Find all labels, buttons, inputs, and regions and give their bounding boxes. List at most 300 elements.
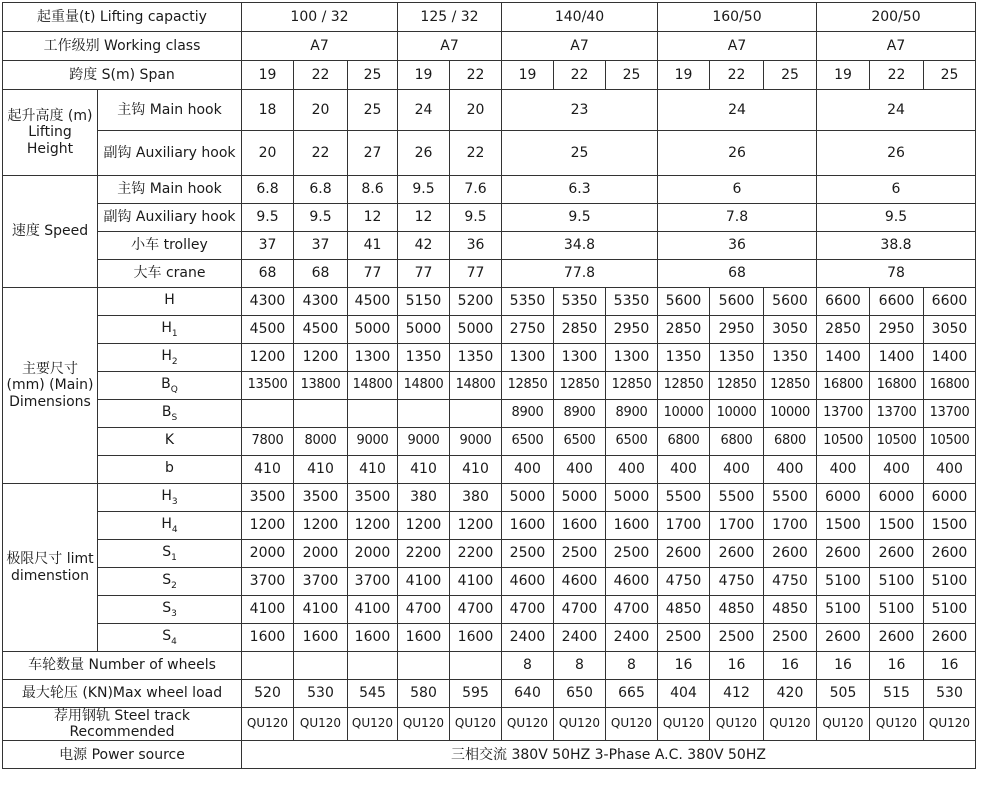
value-cell: 78 bbox=[817, 260, 976, 288]
symbol-cell bbox=[98, 372, 242, 400]
value-cell: 4700 bbox=[450, 596, 502, 624]
value-cell: 5350 bbox=[606, 288, 658, 316]
lifting-height-main-row bbox=[3, 90, 976, 131]
value-cell: 412 bbox=[710, 680, 764, 708]
value-cell: 595 bbox=[450, 680, 502, 708]
value-cell: 3500 bbox=[242, 484, 294, 512]
value-cell: 2400 bbox=[502, 624, 554, 652]
working-class-value: A7 bbox=[502, 32, 658, 61]
max-load-row bbox=[3, 680, 976, 708]
value-cell: 26 bbox=[817, 131, 976, 176]
value-cell: 4700 bbox=[398, 596, 450, 624]
row-label: 大车 crane bbox=[98, 260, 242, 288]
symbol-cell bbox=[98, 596, 242, 624]
value-cell: 25 bbox=[924, 61, 976, 90]
value-cell: 19 bbox=[502, 61, 554, 90]
value-cell: 2500 bbox=[764, 624, 817, 652]
limit-row bbox=[3, 568, 976, 596]
value-cell: 4700 bbox=[606, 596, 658, 624]
value-cell: 1600 bbox=[294, 624, 348, 652]
value-cell: 400 bbox=[658, 456, 710, 484]
symbol-cell bbox=[98, 316, 242, 344]
symbol-cell bbox=[98, 484, 242, 512]
value-cell: 640 bbox=[502, 680, 554, 708]
value-cell: QU120 bbox=[658, 708, 710, 741]
value-cell: 2600 bbox=[658, 540, 710, 568]
value-cell: 8 bbox=[554, 652, 606, 680]
symbol-subscript: 1 bbox=[171, 328, 178, 339]
value-cell: 1600 bbox=[242, 624, 294, 652]
symbol: b bbox=[165, 459, 174, 476]
value-cell: 10000 bbox=[710, 400, 764, 428]
lifting-height-group-label: 起升高度 (m) Lifting Height bbox=[3, 90, 98, 176]
value-cell: 16 bbox=[817, 652, 870, 680]
value-cell: 6500 bbox=[554, 428, 606, 456]
value-cell: 5350 bbox=[502, 288, 554, 316]
value-cell: 19 bbox=[817, 61, 870, 90]
value-cell: 37 bbox=[242, 232, 294, 260]
value-cell: 36 bbox=[658, 232, 817, 260]
value-cell: 12850 bbox=[554, 372, 606, 400]
value-cell: 2600 bbox=[870, 540, 924, 568]
value-cell: 68 bbox=[242, 260, 294, 288]
value-cell: 1700 bbox=[710, 512, 764, 540]
value-cell: 1500 bbox=[870, 512, 924, 540]
value-cell: 8900 bbox=[502, 400, 554, 428]
value-cell: 1600 bbox=[606, 512, 658, 540]
value-cell: 37 bbox=[294, 232, 348, 260]
value-cell: 13700 bbox=[817, 400, 870, 428]
value-cell: QU120 bbox=[924, 708, 976, 741]
value-cell: 22 bbox=[294, 131, 348, 176]
symbol-cell bbox=[98, 624, 242, 652]
value-cell: 24 bbox=[658, 90, 817, 131]
value-cell: QU120 bbox=[398, 708, 450, 741]
value-cell: 1200 bbox=[450, 512, 502, 540]
capacity-group: 125 / 32 bbox=[398, 3, 502, 32]
value-cell: 6800 bbox=[710, 428, 764, 456]
value-cell: 1700 bbox=[764, 512, 817, 540]
value-cell: 4750 bbox=[658, 568, 710, 596]
value-cell: 6000 bbox=[924, 484, 976, 512]
value-cell: QU120 bbox=[450, 708, 502, 741]
value-cell: 4100 bbox=[450, 568, 502, 596]
value-cell: 410 bbox=[348, 456, 398, 484]
symbol: H bbox=[161, 515, 172, 532]
symbol-subscript: 3 bbox=[171, 496, 178, 507]
value-cell: 10500 bbox=[924, 428, 976, 456]
steel-track-row bbox=[3, 708, 976, 741]
value-cell: 380 bbox=[398, 484, 450, 512]
value-cell: 9.5 bbox=[502, 204, 658, 232]
value-cell: 9000 bbox=[348, 428, 398, 456]
value-cell: 5000 bbox=[554, 484, 606, 512]
symbol-subscript: 4 bbox=[171, 524, 178, 535]
value-cell: 1700 bbox=[658, 512, 710, 540]
value-cell: 10500 bbox=[817, 428, 870, 456]
value-cell bbox=[450, 652, 502, 680]
value-cell: 13500 bbox=[242, 372, 294, 400]
value-cell: 77 bbox=[348, 260, 398, 288]
value-cell: 5000 bbox=[606, 484, 658, 512]
value-cell: 25 bbox=[606, 61, 658, 90]
value-cell: 36 bbox=[450, 232, 502, 260]
symbol: S bbox=[162, 543, 172, 560]
value-cell: 2750 bbox=[502, 316, 554, 344]
value-cell: 1600 bbox=[348, 624, 398, 652]
value-cell: 1400 bbox=[870, 344, 924, 372]
value-cell: 16 bbox=[924, 652, 976, 680]
value-cell: 1600 bbox=[398, 624, 450, 652]
value-cell: 1500 bbox=[924, 512, 976, 540]
symbol-subscript: Q bbox=[170, 384, 178, 395]
value-cell: 400 bbox=[764, 456, 817, 484]
working-class-value: A7 bbox=[658, 32, 817, 61]
working-class-value: A7 bbox=[242, 32, 398, 61]
symbol-cell bbox=[98, 400, 242, 428]
value-cell: 16800 bbox=[817, 372, 870, 400]
value-cell: 4850 bbox=[658, 596, 710, 624]
value-cell: 1300 bbox=[554, 344, 606, 372]
symbol-cell bbox=[98, 456, 242, 484]
value-cell: 12850 bbox=[764, 372, 817, 400]
value-cell: 5150 bbox=[398, 288, 450, 316]
dimension-row bbox=[3, 456, 976, 484]
value-cell: 4700 bbox=[554, 596, 606, 624]
row-label: 副钩 Auxiliary hook bbox=[98, 204, 242, 232]
value-cell: 380 bbox=[450, 484, 502, 512]
dimension-row bbox=[3, 344, 976, 372]
value-cell: 13800 bbox=[294, 372, 348, 400]
value-cell: 25 bbox=[348, 90, 398, 131]
value-cell: 404 bbox=[658, 680, 710, 708]
value-cell: 1200 bbox=[242, 512, 294, 540]
value-cell: 9000 bbox=[450, 428, 502, 456]
value-cell: 2850 bbox=[554, 316, 606, 344]
value-cell: 6000 bbox=[817, 484, 870, 512]
value-cell: 4100 bbox=[348, 596, 398, 624]
working-class-value: A7 bbox=[817, 32, 976, 61]
value-cell: 4850 bbox=[710, 596, 764, 624]
value-cell: 24 bbox=[398, 90, 450, 131]
value-cell: 520 bbox=[242, 680, 294, 708]
value-cell: 25 bbox=[348, 61, 398, 90]
value-cell: 410 bbox=[242, 456, 294, 484]
value-cell: 6600 bbox=[870, 288, 924, 316]
value-cell: 22 bbox=[870, 61, 924, 90]
value-cell: 2600 bbox=[870, 624, 924, 652]
symbol: H bbox=[161, 487, 172, 504]
speed-aux_hook-row bbox=[3, 204, 976, 232]
value-cell: 8 bbox=[502, 652, 554, 680]
value-cell: QU120 bbox=[502, 708, 554, 741]
value-cell: 2500 bbox=[658, 624, 710, 652]
value-cell: 41 bbox=[348, 232, 398, 260]
value-cell: 2000 bbox=[348, 540, 398, 568]
value-cell: 10500 bbox=[870, 428, 924, 456]
power-value: 三相交流 380V 50HZ 3-Phase A.C. 380V 50HZ bbox=[242, 741, 976, 769]
value-cell: 4100 bbox=[398, 568, 450, 596]
value-cell: 5100 bbox=[817, 568, 870, 596]
value-cell: 23 bbox=[502, 90, 658, 131]
value-cell: 6500 bbox=[502, 428, 554, 456]
capacity-group: 160/50 bbox=[658, 3, 817, 32]
value-cell: 3500 bbox=[294, 484, 348, 512]
value-cell: 4750 bbox=[764, 568, 817, 596]
symbol: H bbox=[161, 347, 172, 364]
capacity-header-row bbox=[3, 3, 976, 32]
value-cell: 8000 bbox=[294, 428, 348, 456]
value-cell: 2400 bbox=[554, 624, 606, 652]
value-cell: 6 bbox=[658, 176, 817, 204]
value-cell: 1300 bbox=[502, 344, 554, 372]
crane-spec-table bbox=[2, 2, 976, 769]
value-cell: 1350 bbox=[764, 344, 817, 372]
value-cell: 2200 bbox=[398, 540, 450, 568]
value-cell: 5600 bbox=[710, 288, 764, 316]
value-cell: 22 bbox=[450, 61, 502, 90]
value-cell: 4600 bbox=[554, 568, 606, 596]
symbol-cell bbox=[98, 512, 242, 540]
value-cell: 12 bbox=[398, 204, 450, 232]
value-cell: 4750 bbox=[710, 568, 764, 596]
symbol-cell bbox=[98, 288, 242, 316]
value-cell: 4500 bbox=[242, 316, 294, 344]
value-cell: 5100 bbox=[817, 596, 870, 624]
value-cell: 3050 bbox=[764, 316, 817, 344]
value-cell: 34.8 bbox=[502, 232, 658, 260]
value-cell: 5350 bbox=[554, 288, 606, 316]
value-cell: 9000 bbox=[398, 428, 450, 456]
symbol-subscript: 2 bbox=[171, 356, 178, 367]
symbol: S bbox=[162, 599, 172, 616]
value-cell: 8 bbox=[606, 652, 658, 680]
value-cell: 1500 bbox=[817, 512, 870, 540]
steel-track-label: 荐用钢轨 Steel track Recommended bbox=[3, 708, 242, 741]
value-cell: 1300 bbox=[348, 344, 398, 372]
value-cell bbox=[242, 652, 294, 680]
value-cell: 6800 bbox=[764, 428, 817, 456]
power-label: 电源 Power source bbox=[3, 741, 242, 769]
working-class-row bbox=[3, 32, 976, 61]
value-cell: 5600 bbox=[764, 288, 817, 316]
value-cell: 9.5 bbox=[398, 176, 450, 204]
value-cell: 1600 bbox=[450, 624, 502, 652]
symbol-cell bbox=[98, 568, 242, 596]
value-cell: 68 bbox=[658, 260, 817, 288]
speed-trolley-row bbox=[3, 232, 976, 260]
value-cell: 2600 bbox=[710, 540, 764, 568]
row-label: 主钩 Main hook bbox=[98, 176, 242, 204]
value-cell: 2600 bbox=[817, 540, 870, 568]
dimension-row bbox=[3, 428, 976, 456]
value-cell: QU120 bbox=[348, 708, 398, 741]
value-cell: 4100 bbox=[294, 596, 348, 624]
dimension-row bbox=[3, 400, 976, 428]
value-cell: 4300 bbox=[294, 288, 348, 316]
value-cell: 26 bbox=[398, 131, 450, 176]
value-cell: 4600 bbox=[606, 568, 658, 596]
value-cell: 400 bbox=[502, 456, 554, 484]
value-cell: 6500 bbox=[606, 428, 658, 456]
value-cell: 27 bbox=[348, 131, 398, 176]
value-cell: 13700 bbox=[870, 400, 924, 428]
value-cell: 26 bbox=[658, 131, 817, 176]
value-cell: 6.8 bbox=[294, 176, 348, 204]
value-cell: 1350 bbox=[658, 344, 710, 372]
value-cell: 1200 bbox=[398, 512, 450, 540]
value-cell: 1350 bbox=[450, 344, 502, 372]
limit-row bbox=[3, 540, 976, 568]
value-cell: 42 bbox=[398, 232, 450, 260]
value-cell: 530 bbox=[294, 680, 348, 708]
value-cell: 22 bbox=[710, 61, 764, 90]
value-cell: 530 bbox=[924, 680, 976, 708]
value-cell: 5000 bbox=[450, 316, 502, 344]
row-label: 副钩 Auxiliary hook bbox=[98, 131, 242, 176]
value-cell: QU120 bbox=[294, 708, 348, 741]
value-cell: 410 bbox=[398, 456, 450, 484]
symbol-cell bbox=[98, 540, 242, 568]
value-cell bbox=[450, 400, 502, 428]
value-cell: 2000 bbox=[242, 540, 294, 568]
value-cell: 20 bbox=[242, 131, 294, 176]
symbol-cell bbox=[98, 428, 242, 456]
value-cell: 400 bbox=[606, 456, 658, 484]
value-cell: 19 bbox=[658, 61, 710, 90]
value-cell: 1350 bbox=[398, 344, 450, 372]
power-row bbox=[3, 741, 976, 769]
value-cell: 16 bbox=[710, 652, 764, 680]
value-cell: 14800 bbox=[348, 372, 398, 400]
value-cell: 6800 bbox=[658, 428, 710, 456]
value-cell: 6600 bbox=[924, 288, 976, 316]
working-class-label: 工作级别 Working class bbox=[3, 32, 242, 61]
symbol: H bbox=[161, 319, 172, 336]
value-cell: 10000 bbox=[764, 400, 817, 428]
value-cell: 13700 bbox=[924, 400, 976, 428]
value-cell: 2400 bbox=[606, 624, 658, 652]
value-cell: 3700 bbox=[348, 568, 398, 596]
value-cell bbox=[294, 400, 348, 428]
value-cell: 400 bbox=[817, 456, 870, 484]
value-cell: 38.8 bbox=[817, 232, 976, 260]
value-cell bbox=[398, 400, 450, 428]
value-cell: 2500 bbox=[502, 540, 554, 568]
symbol: S bbox=[162, 571, 172, 588]
capacity-group: 200/50 bbox=[817, 3, 976, 32]
value-cell: 12850 bbox=[658, 372, 710, 400]
value-cell: 1400 bbox=[817, 344, 870, 372]
limit-row bbox=[3, 596, 976, 624]
symbol-subscript: 1 bbox=[171, 552, 177, 563]
value-cell: 400 bbox=[924, 456, 976, 484]
value-cell: 2500 bbox=[710, 624, 764, 652]
value-cell: 25 bbox=[502, 131, 658, 176]
value-cell: 6600 bbox=[817, 288, 870, 316]
value-cell: 5100 bbox=[870, 596, 924, 624]
value-cell: 19 bbox=[398, 61, 450, 90]
value-cell: QU120 bbox=[817, 708, 870, 741]
value-cell: 77 bbox=[450, 260, 502, 288]
value-cell: QU120 bbox=[870, 708, 924, 741]
value-cell: 9.5 bbox=[817, 204, 976, 232]
symbol-cell bbox=[98, 344, 242, 372]
value-cell: 580 bbox=[398, 680, 450, 708]
value-cell: 3500 bbox=[348, 484, 398, 512]
value-cell: 8900 bbox=[554, 400, 606, 428]
dimensions-group-label: 主要尺寸 (mm) (Main) Dimensions bbox=[3, 288, 98, 484]
speed-crane-row bbox=[3, 260, 976, 288]
speed-main_hook-row bbox=[3, 176, 976, 204]
value-cell: 25 bbox=[764, 61, 817, 90]
value-cell: 12 bbox=[348, 204, 398, 232]
limit-group-label: 极限尺寸 limt dimenstion bbox=[3, 484, 98, 652]
lifting-height-aux-row bbox=[3, 131, 976, 176]
value-cell: 400 bbox=[710, 456, 764, 484]
value-cell: 8900 bbox=[606, 400, 658, 428]
value-cell: 6000 bbox=[870, 484, 924, 512]
value-cell: 5100 bbox=[924, 568, 976, 596]
value-cell: 4100 bbox=[242, 596, 294, 624]
value-cell: 16 bbox=[658, 652, 710, 680]
dimension-row bbox=[3, 288, 976, 316]
value-cell: 7.6 bbox=[450, 176, 502, 204]
value-cell: 505 bbox=[817, 680, 870, 708]
capacity-group: 140/40 bbox=[502, 3, 658, 32]
symbol: H bbox=[164, 291, 175, 308]
dimension-row bbox=[3, 372, 976, 400]
value-cell: QU120 bbox=[606, 708, 658, 741]
row-label: 主钩 Main hook bbox=[98, 90, 242, 131]
value-cell: 8.6 bbox=[348, 176, 398, 204]
value-cell: 77 bbox=[398, 260, 450, 288]
value-cell: 2950 bbox=[710, 316, 764, 344]
value-cell: 16800 bbox=[924, 372, 976, 400]
value-cell: 10000 bbox=[658, 400, 710, 428]
value-cell: 5000 bbox=[398, 316, 450, 344]
symbol: B bbox=[161, 375, 171, 392]
value-cell bbox=[398, 652, 450, 680]
value-cell: 2600 bbox=[817, 624, 870, 652]
value-cell: 2850 bbox=[658, 316, 710, 344]
wheels-label: 车轮数量 Number of wheels bbox=[3, 652, 242, 680]
value-cell: 2950 bbox=[606, 316, 658, 344]
value-cell: 665 bbox=[606, 680, 658, 708]
value-cell: 19 bbox=[242, 61, 294, 90]
value-cell: 6.8 bbox=[242, 176, 294, 204]
value-cell: 9.5 bbox=[242, 204, 294, 232]
value-cell: 1600 bbox=[554, 512, 606, 540]
symbol: B bbox=[161, 403, 172, 420]
value-cell: 20 bbox=[294, 90, 348, 131]
value-cell: 1200 bbox=[242, 344, 294, 372]
value-cell: 4500 bbox=[348, 288, 398, 316]
value-cell: 650 bbox=[554, 680, 606, 708]
limit-row bbox=[3, 512, 976, 540]
symbol-subscript: 4 bbox=[171, 636, 177, 647]
dimension-row bbox=[3, 316, 976, 344]
value-cell: 2200 bbox=[450, 540, 502, 568]
value-cell: 12850 bbox=[502, 372, 554, 400]
value-cell bbox=[348, 400, 398, 428]
value-cell: QU120 bbox=[242, 708, 294, 741]
value-cell: 1200 bbox=[294, 344, 348, 372]
value-cell: 5200 bbox=[450, 288, 502, 316]
value-cell: 410 bbox=[450, 456, 502, 484]
value-cell: 2500 bbox=[606, 540, 658, 568]
value-cell: 4850 bbox=[764, 596, 817, 624]
